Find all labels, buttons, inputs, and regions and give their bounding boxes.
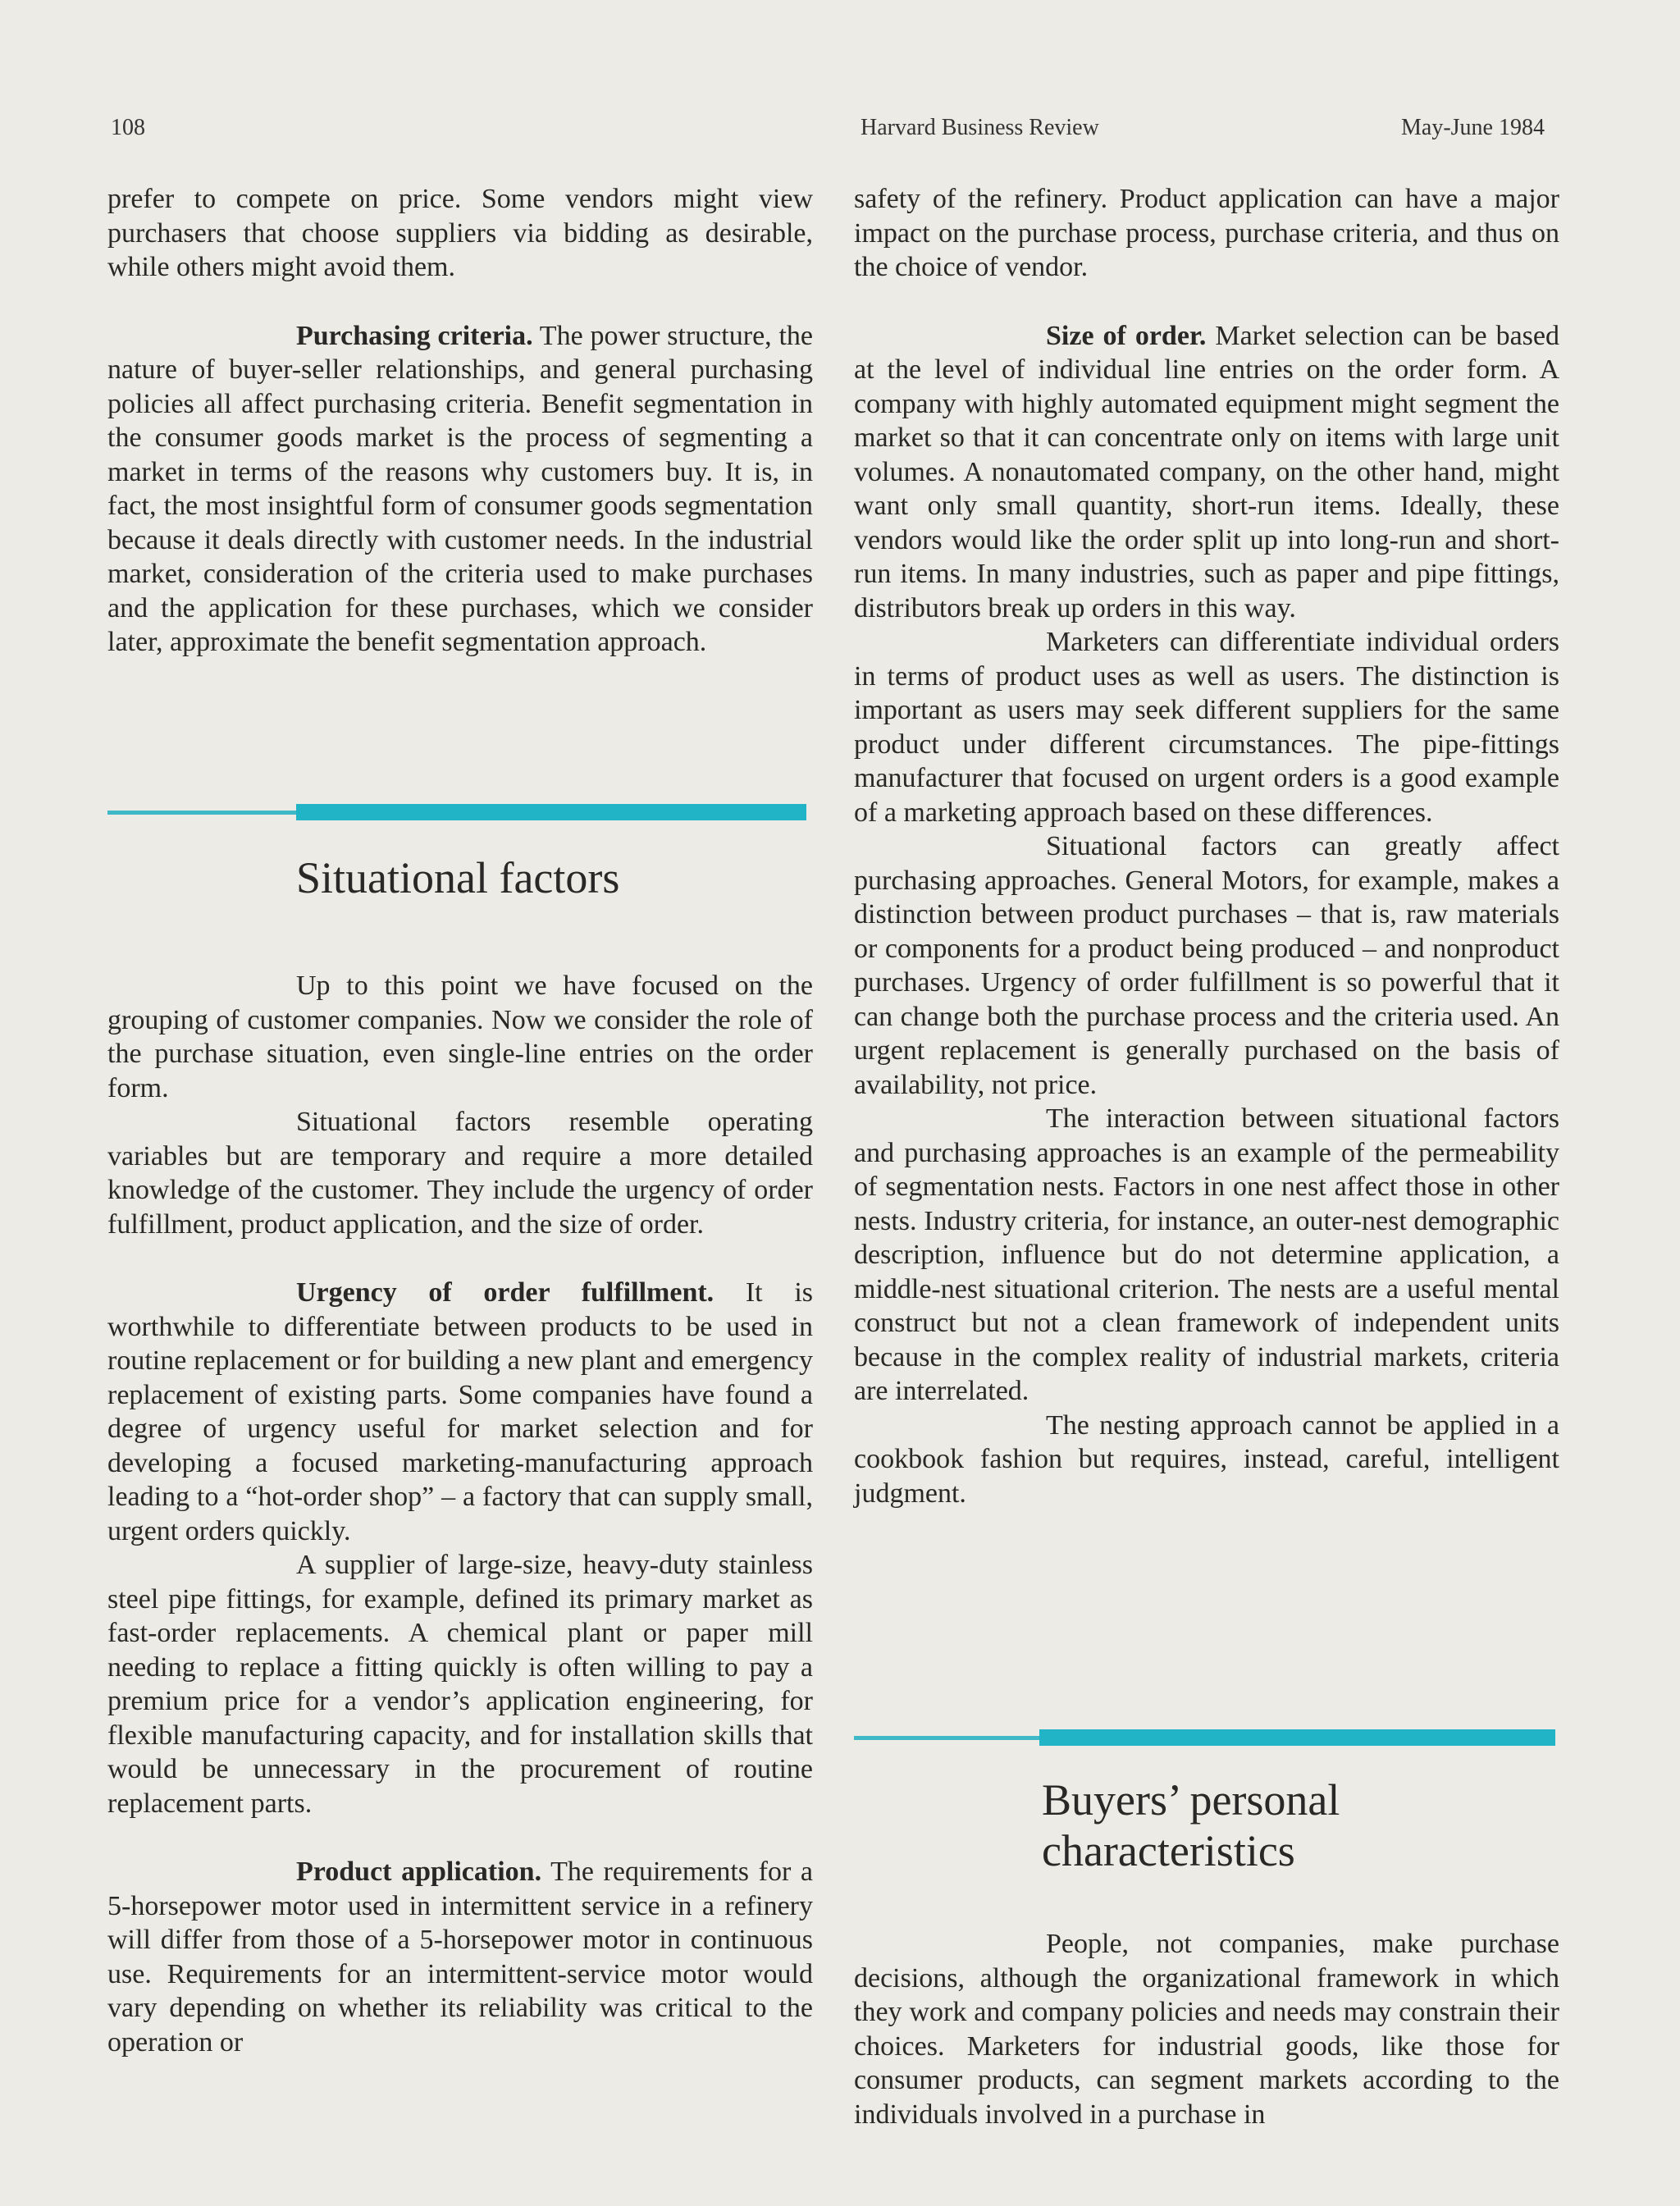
section-title-line: Buyers’ personal xyxy=(1042,1775,1340,1825)
paragraph: Up to this point we have focused on the grouping of customer companies. Now we consider the role of the purchase situation, even single-line entries on the order form. xyxy=(107,971,813,1103)
paragraph: Marketers can differentiate individual orders in terms of product uses as well as users. The distinction is important as users may seek different suppliers for the same product under different circumstances. The pipe-fittings manufacturer that focused on urgent orders is a good example of a marketing approach based on these differences. xyxy=(854,627,1559,828)
run-in-heading: Size of order. xyxy=(1046,320,1207,351)
right-column-bottom xyxy=(854,1927,1559,2131)
run-in-heading: Purchasing criteria. xyxy=(296,320,533,351)
paragraph: prefer to compete on price. Some vendors might view purchasers that choose suppliers via bidding as desirable, while others might avoid them. xyxy=(107,184,813,282)
paragraph: The nesting approach cannot be applied in a cookbook fashion but requires, instead, careful, intelligent judgment. xyxy=(854,1409,1559,1509)
size-of-order-paragraph xyxy=(854,319,1559,626)
application-paragraph xyxy=(107,1855,813,2059)
paragraph: People, not companies, make purchase decisions, although the organizational framework in which they work and company policies and needs may constrain their choices. Marketers for industrial goods, like those for consumer products, can segment markets according to the individuals involved in a purchase in xyxy=(854,1929,1559,2130)
urgency-paragraph xyxy=(107,1276,813,1548)
purchasing-criteria-paragraph xyxy=(107,319,813,660)
left-column-top xyxy=(107,182,813,660)
section-title-buyers-personal-characteristics xyxy=(1042,1774,1340,1876)
paragraph: A supplier of large-size, heavy-duty stainless steel pipe fittings, for example, defined its primary market as fast-order replacements. A chemical plant or paper mill needing to replace a fitting quickly is often willing to pay a premium price for a vendor’s application engineering, for flexible manufacturing capacity, and for installation skills that would be unnecessary in the procurement of routine replacement parts. xyxy=(107,1550,813,1819)
run-in-heading: Product application. xyxy=(296,1857,542,1887)
paragraph: The interaction between situational factors and purchasing approaches is an example of the permeability of segmentation nests. Factors in one nest affect those in other nests. Industry criteria, for instance, an outer-nest demographic description, influence but do not determine application, a middle-nest situational criterion. The nests are a useful mental construct but not a clean framework of independent units because in the complex reality of industrial markets, criteria are interrelated. xyxy=(854,1103,1559,1406)
paragraph: Situational factors can greatly affect purchasing approaches. General Motors, for example, makes a distinction between product purchases – that is, raw materials or components for a product being produced – and nonproduct purchases. Urgency of order fulfillment is so powerful that it can change both the purchase process and the criteria used. An urgent replacement is generally purchased on the basis of availability, not price. xyxy=(854,831,1559,1100)
run-in-heading: Urgency of order fulfillment. xyxy=(296,1277,714,1308)
section-rule xyxy=(107,804,806,820)
section-rule xyxy=(854,1729,1555,1746)
paragraph-text: The requirements for a 5-horsepower motor used in intermittent service in a refinery will differ from those of a 5-horsepower motor in continuous use. Requirements for an intermittent-service motor would vary depending on whether its reliability was critical to the operation or xyxy=(107,1857,813,2058)
left-column-bottom xyxy=(107,969,813,2059)
section-title-situational-factors: Situational factors xyxy=(296,853,620,902)
page-number: 108 xyxy=(111,115,145,140)
paragraph-text: Market selection can be based at the level of individual line entries on the order form. A company with highly automated equipment might segment the market so that it can concentrate only on items with large unit volumes. A nonautomated company, on the other hand, might want only small quantity, short-run items. Ideally, these vendors would like the order split up into long-run and short-run items. In many industries, such as paper and pipe fittings, distributors break up orders in this way. xyxy=(854,320,1560,623)
right-column-top xyxy=(854,182,1559,1510)
journal-title: Harvard Business Review xyxy=(861,115,1099,140)
issue-date: May-June 1984 xyxy=(1401,115,1545,140)
section-title-line: characteristics xyxy=(1042,1826,1295,1875)
paragraph-text: The power structure, the nature of buyer-seller relationships, and general purchasing policies all affect purchasing criteria. Benefit segmentation in the consumer goods market is the process of segmenting a market in terms of the reasons why customers buy. It is, in fact, the most insightful form of consumer goods segmentation because it deals directly with customer needs. In the industrial market, consideration of the criteria used to make purchases and the application for these purchases, which we consider later, approximate the benefit segmentation approach. xyxy=(107,320,813,657)
paragraph: safety of the refinery. Product application can have a major impact on the purchase process, purchase criteria, and thus on the choice of vendor. xyxy=(854,184,1559,282)
paragraph: Situational factors resemble operating variables but are temporary and require a more detailed knowledge of the customer. They include the urgency of order fulfillment, product application, and the size of order. xyxy=(107,1107,813,1240)
paragraph-text: It is worthwhile to differentiate between products to be used in routine replacement or for building a new plant and emergency replacement of existing parts. Some companies have found a degree of urgency useful for market selection and for developing a focused marketing-manufacturing approach leading to a “hot-order shop” – a factory that can supply small, urgent orders quickly. xyxy=(107,1277,813,1546)
